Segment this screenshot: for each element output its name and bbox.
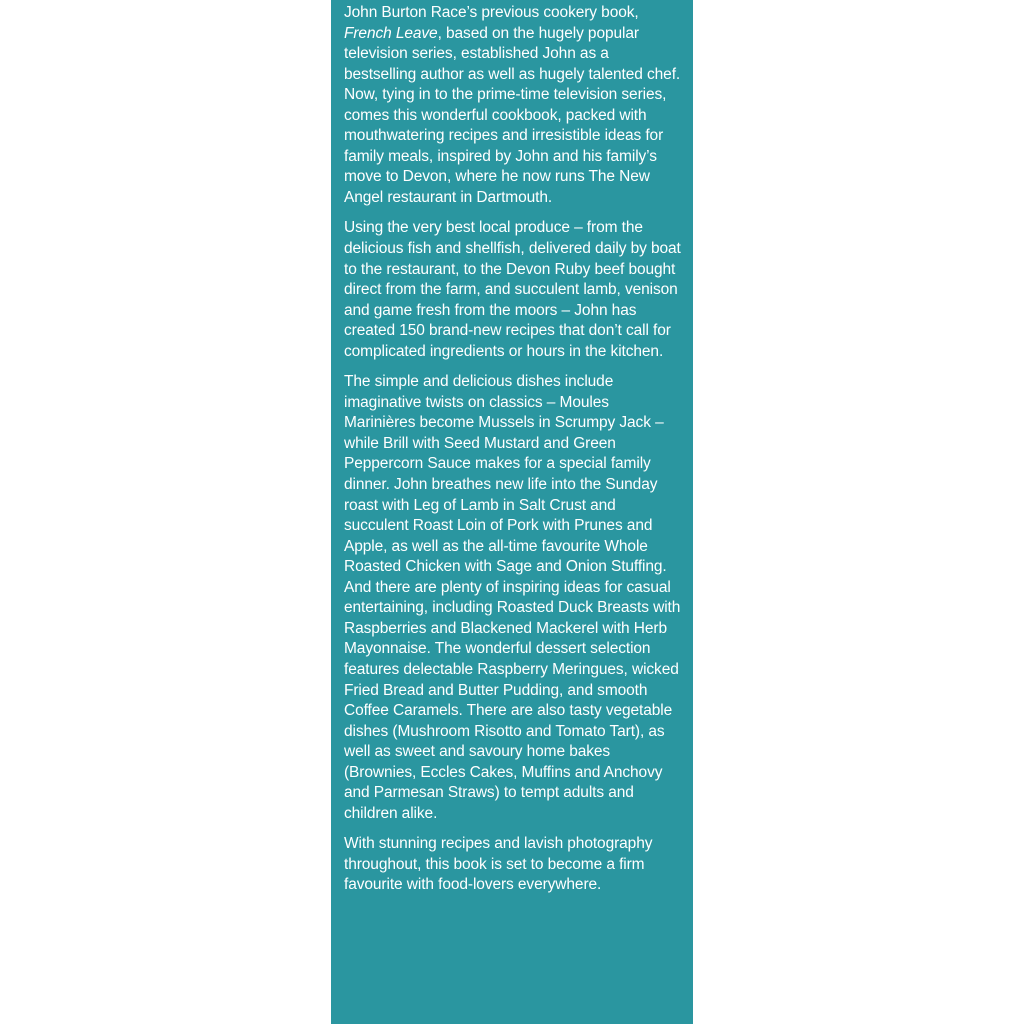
jacket-flap-panel: [331, 0, 693, 1024]
blurb-paragraph-4: With stunning recipes and lavish photography throughout, this book is set to become a firm favourite with food-lovers everywhere.: [344, 835, 653, 894]
blurb-paragraph-3: The simple and delicious dishes include imaginative twists on classics – Moules Marinières become Mussels in Scrumpy Jack – while Brill with Seed Mustard and Green Peppercorn Sauce makes for a special family dinner. John breathes new life into the Sunday roast with Leg of Lamb in Salt Crust and succulent Roast Loin of Pork with Prunes and Apple, as well as the all-time favourite Whole Roasted Chicken with Sage and Onion Stuffing. And there are plenty of inspiring ideas for casual entertaining, including Roasted Duck Breasts with Raspberries and Blackened Mackerel with Herb Mayonnaise. The wonderful dessert selection features delectable Raspberry Meringues, wicked Fried Bread and Butter Pudding, and smooth Coffee Caramels. There are also tasty vegetable dishes (Mushroom Risotto and Tomato Tart), as well as sweet and savoury home bakes (Brownies, Eccles Cakes, Muffins and Anchovy and Parmesan Straws) to tempt adults and children alike.: [344, 373, 681, 822]
blurb-paragraph-1: [344, 3, 683, 208]
blurb-intro-text: John Burton Race’s previous cookery book,: [344, 4, 639, 21]
blurb-intro-rest: , based on the hugely popular television series, established John as a bestselling author as well as hugely talented chef. Now, tying in to the prime-time television series, comes this wonderful cookbook, packed with mouthwatering recipes and irresistible ideas for family meals, inspired by John and his family’s move to Devon, where he now runs The New Angel restaurant in Dartmouth.: [344, 24, 681, 206]
blurb-paragraph-2: Using the very best local produce – from the delicious fish and shellfish, delivered daily by boat to the restaurant, to the Devon Ruby beef bought direct from the farm, and succulent lamb, venison and game fresh from the moors – John has created 150 brand-new recipes that don’t call for complicated ingredients or hours in the kitchen.: [344, 219, 681, 360]
book-title-french-leave: French Leave: [344, 24, 438, 42]
